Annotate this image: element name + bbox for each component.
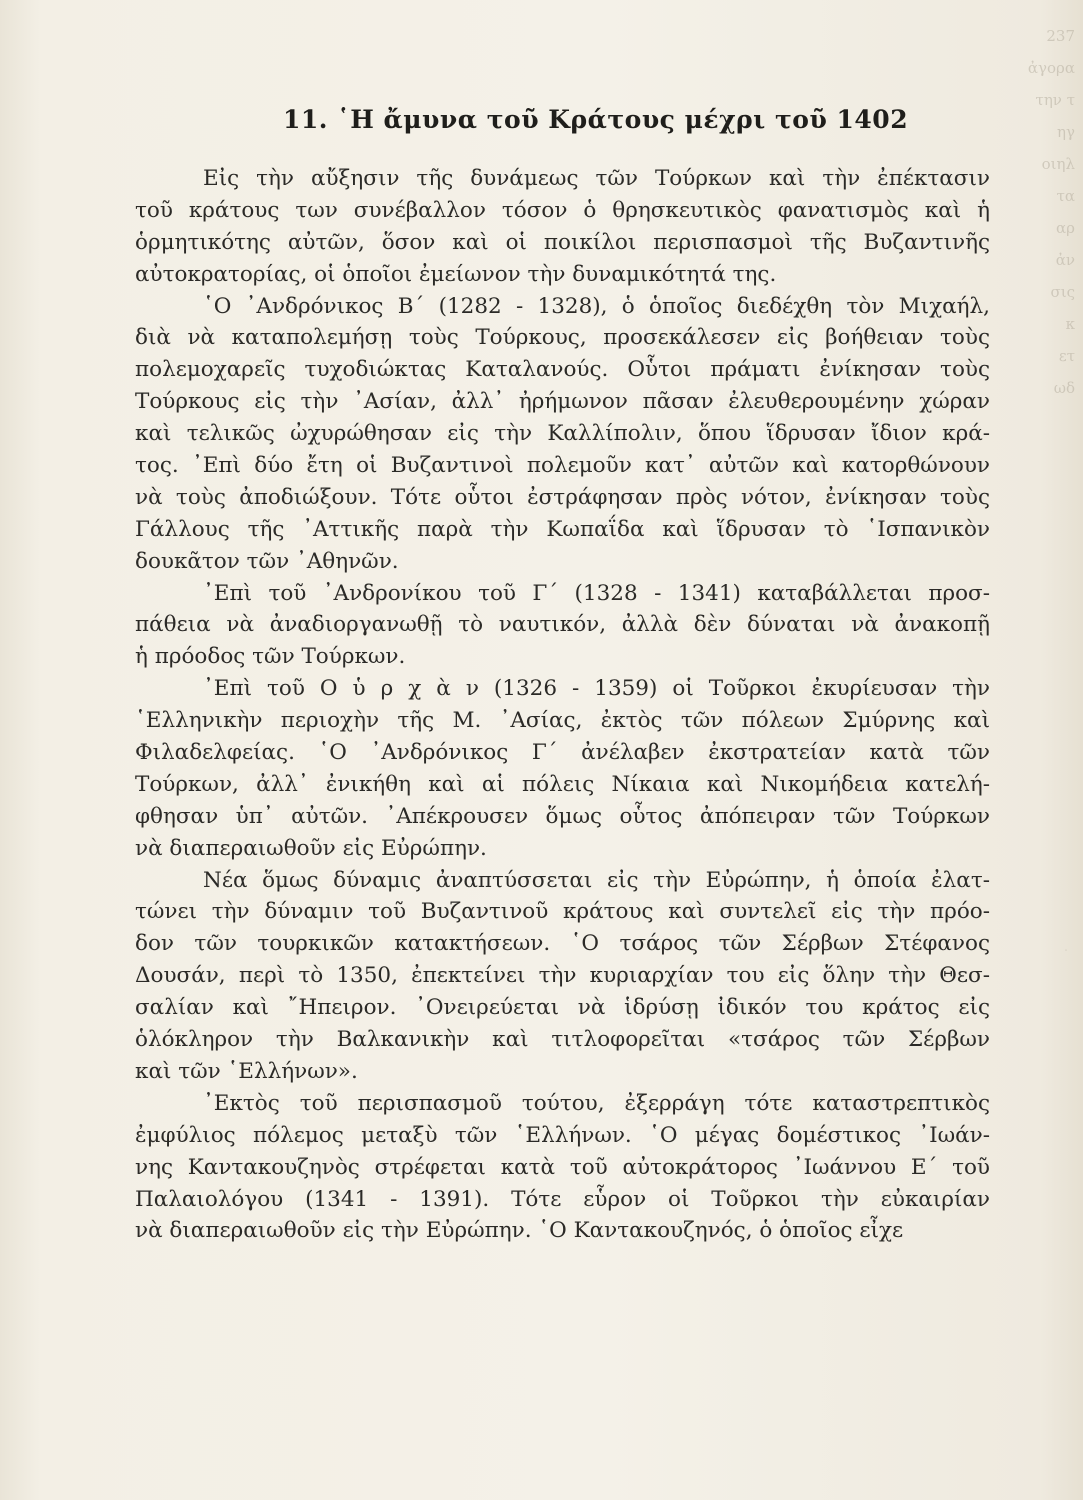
text-line: ἐμφύλιος πόλεμος μεταξὺ τῶν ῾Ελλήνων. ῾Ο μέγας δομέστικος ᾿Ιωάν-: [135, 1122, 990, 1148]
text-line: νὰ διαπεραιωθοῦν εἰς Εὐρώπην.: [135, 835, 487, 861]
page-speck: [1066, 937, 1074, 945]
text-line: Τούρκων, ἀλλ᾿ ἐνικήθη καὶ αἱ πόλεις Νίκαια καὶ Νικομήδεια κατελή-: [135, 771, 990, 797]
text-line: Παλαιολόγου (1341 - 1391). Τότε εὗρον οἱ Τοῦρκοι τὴν εὐκαιρίαν: [135, 1186, 990, 1212]
text-line: νὰ διαπεραιωθοῦν εἰς τὴν Εὐρώπην. ῾Ο Καντακουζηνός, ὁ ὁποῖος εἶχε: [135, 1218, 904, 1244]
text-line: σαλίαν καὶ ῎Ηπειρον. ᾿Ονειρεύεται νὰ ἱδρύσῃ ἰδικόν του κράτος εἰς: [135, 995, 990, 1021]
text-line: καὶ τελικῶς ὠχυρώθησαν εἰς τὴν Καλλίπολιν, ὅπου ἵδρυσαν ἴδιον κρά-: [135, 421, 990, 447]
facing-page-bleed-through: 237 ἀγορα την τ ηγ οιηλ τα αρ ἀν σις κ ετ ωδ: [1027, 27, 1075, 397]
text-line: Νέα ὅμως δύναμις ἀναπτύσσεται εἰς τὴν Εὐρώπην, ἡ ὁποία ἐλατ-: [203, 867, 990, 893]
text-line: τοῦ κράτους των συνέβαλλον τόσον ὁ θρησκευτικὸς φανατισμὸς καὶ ἡ: [135, 197, 990, 223]
text-line: ᾿Εκτὸς τοῦ περισπασμοῦ τούτου, ἐξερράγη τότε καταστρεπτικὸς: [203, 1090, 990, 1116]
text-line: Φιλαδελφείας. ῾Ο ᾿Ανδρόνικος Γ΄ ἀνέλαβεν ἐκστρατείαν κατὰ τῶν: [135, 740, 990, 766]
text-line: φθησαν ὑπ᾿ αὐτῶν. ᾿Απέκρουσεν ὅμως οὗτος ἀπόπειραν τῶν Τούρκων: [135, 803, 990, 829]
paragraph: [135, 163, 990, 291]
text-line: ὁρμητικότης αὐτῶν, ὅσον καὶ οἱ ποικίλοι περισπασμοὶ τῆς Βυζαντινῆς: [135, 229, 990, 255]
text-line: δον τῶν τουρκικῶν κατακτήσεων. ῾Ο τσάρος τῶν Σέρβων Στέφανος: [135, 931, 990, 957]
text-line: τώνει τὴν δύναμιν τοῦ Βυζαντινοῦ κράτους καὶ συντελεῖ εἰς τὴν πρόο-: [135, 899, 990, 925]
text-line: δουκᾶτον τῶν ᾿Αθηνῶν.: [135, 548, 399, 574]
text-line: πολεμοχαρεῖς τυχοδιώκτας Καταλανούς. Οὗτοι πράματι ἐνίκησαν τοὺς: [135, 357, 990, 383]
text-line: καὶ τῶν ῾Ελλήνων».: [135, 1058, 358, 1084]
paragraph: [135, 291, 990, 578]
text-line: Δουσάν, περὶ τὸ 1350, ἐπεκτείνει τὴν κυριαρχίαν του εἰς ὅλην τὴν Θεσ-: [135, 963, 990, 989]
body-text: [135, 163, 990, 1247]
text-line: αὐτοκρατορίας, οἱ ὁποῖοι ἐμείωνον τὴν δυναμικότητά της.: [135, 261, 777, 287]
text-line: ὁλόκληρον τὴν Βαλκανικὴν καὶ τιτλοφορεῖται «τσάρος τῶν Σέρβων: [135, 1027, 990, 1053]
text-line: Γάλλους τῆς ᾿Αττικῆς παρὰ τὴν Κωπαΐδα καὶ ἵδρυσαν τὸ ῾Ισπανικὸν: [135, 516, 990, 542]
text-line: νης Καντακουζηνὸς στρέφεται κατὰ τοῦ αὐτοκράτορος ᾿Ιωάννου Ε΄ τοῦ: [135, 1154, 990, 1180]
paragraph: [135, 1088, 990, 1247]
paragraph: [135, 865, 990, 1088]
text-line: νὰ τοὺς ἀποδιώξουν. Τότε οὗτοι ἐστράφησαν πρὸς νότον, ἐνίκησαν τοὺς: [135, 484, 990, 510]
text-line: ᾿Επὶ τοῦ ᾿Ανδρονίκου τοῦ Γ΄ (1328 - 1341) καταβάλλεται προσ-: [203, 580, 990, 606]
paragraph: [135, 673, 990, 864]
text-line: ᾿Επὶ τοῦ Ο ὑ ρ χ ὰ ν (1326 - 1359) οἱ Τοῦρκοι ἐκυρίευσαν τὴν: [203, 676, 990, 702]
text-line: ῾Ο ᾿Ανδρόνικος Β΄ (1282 - 1328), ὁ ὁποῖος διεδέχθη τὸν Μιχαήλ,: [203, 293, 990, 319]
text-line: Εἰς τὴν αὔξησιν τῆς δυνάμεως τῶν Τούρκων καὶ τὴν ἐπέκτασιν: [203, 166, 990, 191]
text-line: διὰ νὰ καταπολεμήσῃ τοὺς Τούρκους, προσεκάλεσεν εἰς βοήθειαν τοὺς: [135, 325, 990, 351]
text-line: τος. ᾿Επὶ δύο ἔτη οἱ Βυζαντινοὶ πολεμοῦν κατ᾿ αὐτῶν καὶ κατορθώνουν: [135, 453, 990, 479]
text-line: ἡ πρόοδος τῶν Τούρκων.: [135, 644, 406, 670]
section-heading: 11. ῾Η ἄμυνα τοῦ Κράτους μέχρι τοῦ 1402: [283, 104, 909, 134]
text-line: ῾Ελληνικὴν περιοχὴν τῆς Μ. ᾿Ασίας, ἐκτὸς τῶν πόλεων Σμύρνης καὶ: [135, 708, 990, 734]
text-line: Τούρκους εἰς τὴν ᾿Ασίαν, ἀλλ᾿ ἠρήμωνον πᾶσαν ἐλευθερουμένην χώραν: [135, 389, 990, 415]
text-line: πάθεια νὰ ἀναδιοργανωθῇ τὸ ναυτικόν, ἀλλὰ δὲν δύναται νὰ ἀνακοπῇ: [135, 612, 990, 638]
paragraph: [135, 578, 990, 674]
